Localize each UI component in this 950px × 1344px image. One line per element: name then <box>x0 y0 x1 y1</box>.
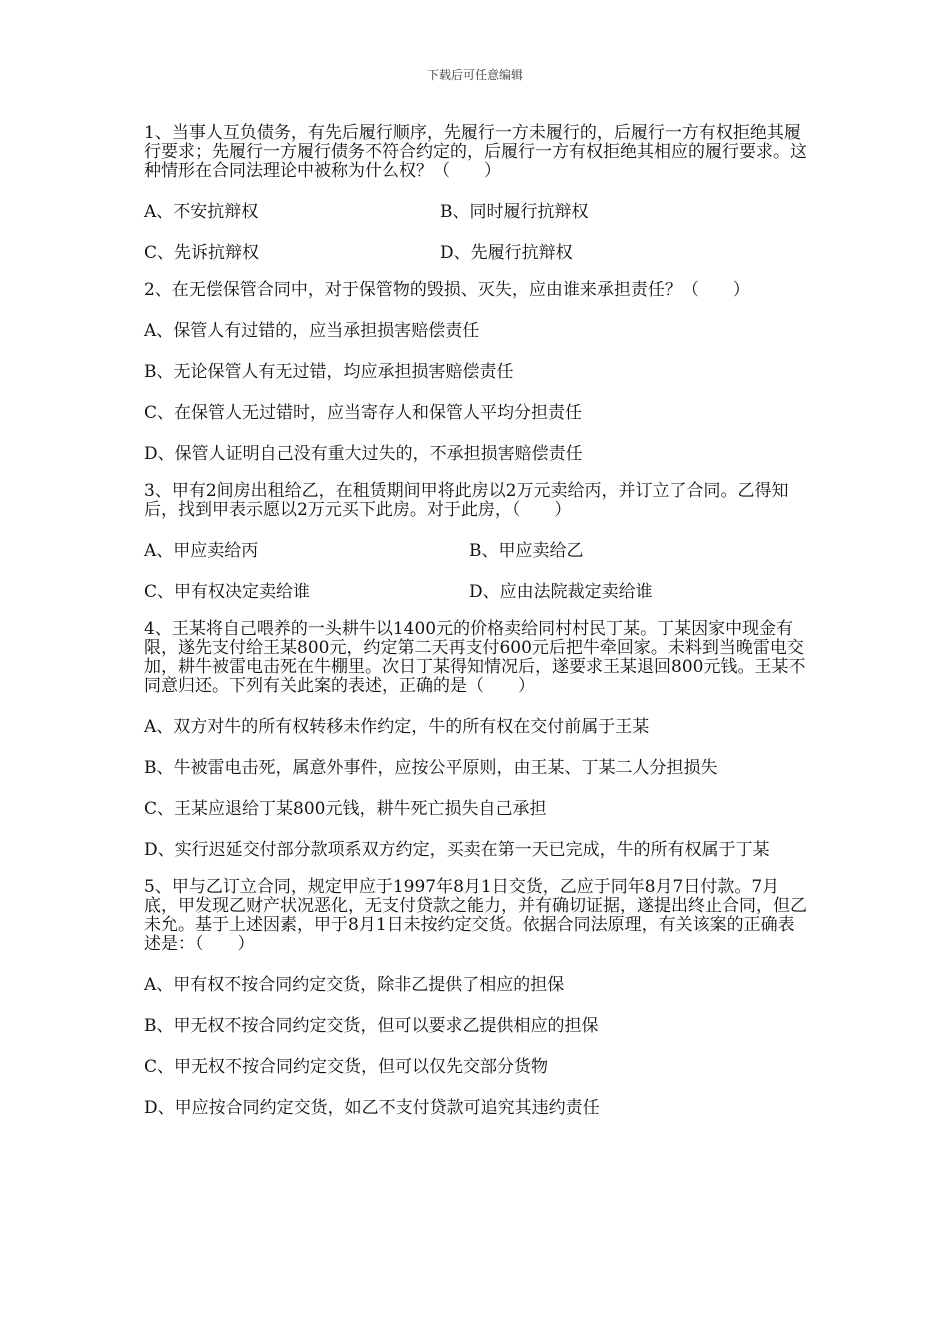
question-4-option-c[interactable]: C、王某应退给丁某800元钱，耕牛死亡损失自己承担 <box>144 799 547 819</box>
question-5-option-d[interactable]: D、甲应按合同约定交货，如乙不支付贷款可追究其违约责任 <box>144 1098 600 1118</box>
question-3-option-d[interactable]: D、应由法院裁定卖给谁 <box>469 582 653 602</box>
question-3-stem: 3、甲有2间房出租给乙，在租赁期间甲将此房以2万元卖给丙，并订立了合同。乙得知后，找到甲表示愿以2万元买下此房。对于此房，（ ） <box>144 481 789 520</box>
question-2-option-d[interactable]: D、保管人证明自己没有重大过失的，不承担损害赔偿责任 <box>144 444 583 464</box>
question-1-option-a[interactable]: A、不安抗辩权 <box>144 202 259 222</box>
question-4-stem: 4、王某将自己喂养的一头耕牛以1400元的价格卖给同村村民丁某。丁某因家中现金有限，遂先支付给王某800元，约定第二天再支付600元后把牛牵回家。未料到当晚雷电交加，耕牛被雷电击死在牛棚里。次日丁某得知情况后，遂要求王某退回800元钱。王某不同意归还。下列有关此案的表述，正确的是（ ） <box>144 619 806 696</box>
question-5-option-b[interactable]: B、甲无权不按合同约定交货，但可以要求乙提供相应的担保 <box>144 1016 599 1036</box>
question-1-stem: 1、当事人互负债务，有先后履行顺序，先履行一方未履行的，后履行一方有权拒绝其履行要求；先履行一方履行债务不符合约定的，后履行一方有权拒绝其相应的履行要求。这种情形在合同法理论中被称为什么权？（ ） <box>144 123 807 181</box>
question-3-option-a[interactable]: A、甲应卖给丙 <box>144 541 259 561</box>
question-5 <box>144 878 810 1118</box>
question-2-option-b[interactable]: B、无论保管人有无过错，均应承担损害赔偿责任 <box>144 362 514 382</box>
question-4 <box>144 620 810 860</box>
question-1 <box>144 124 810 263</box>
question-1-option-d[interactable]: D、先履行抗辩权 <box>440 243 573 263</box>
question-5-option-c[interactable]: C、甲无权不按合同约定交货，但可以仅先交部分货物 <box>144 1057 549 1077</box>
question-2-option-c[interactable]: C、在保管人无过错时，应当寄存人和保管人平均分担责任 <box>144 403 583 423</box>
question-1-options-row-2 <box>144 244 810 263</box>
question-5-option-a[interactable]: A、甲有权不按合同约定交货，除非乙提供了相应的担保 <box>144 975 565 995</box>
question-4-option-d[interactable]: D、实行迟延交付部分款项系双方约定，买卖在第一天已完成，牛的所有权属于丁某 <box>144 840 770 860</box>
question-4-option-b[interactable]: B、牛被雷电击死，属意外事件，应按公平原则，由王某、丁某二人分担损失 <box>144 758 718 778</box>
question-1-option-c[interactable]: C、先诉抗辩权 <box>144 243 260 263</box>
question-2 <box>144 281 810 464</box>
question-5-stem: 5、甲与乙订立合同，规定甲应于1997年8月1日交货，乙应于同年8月7日付款。7月底，甲发现乙财产状况恶化，无支付贷款之能力，并有确切证据，遂提出终止合同，但乙未允。基于上述因素，甲于8月1日未按约定交货。依据合同法原理，有关该案的正确表述是：（ ） <box>144 877 807 954</box>
question-3-option-c[interactable]: C、甲有权决定卖给谁 <box>144 582 311 602</box>
question-4-option-a[interactable]: A、双方对牛的所有权转移未作约定，牛的所有权在交付前属于王某 <box>144 717 650 737</box>
page-header: 下载后可任意编辑 <box>426 68 523 82</box>
question-3 <box>144 482 810 602</box>
question-list <box>144 124 810 1118</box>
question-2-stem: 2、在无偿保管合同中，对于保管物的毁损、灭失，应由谁来承担责任？（ ） <box>144 280 750 300</box>
question-1-option-b[interactable]: B、同时履行抗辩权 <box>440 202 589 222</box>
question-1-options-row-1 <box>144 203 810 222</box>
question-3-option-b[interactable]: B、甲应卖给乙 <box>469 541 584 561</box>
question-3-options-row-2 <box>144 583 810 602</box>
question-2-option-a[interactable]: A、保管人有过错的，应当承担损害赔偿责任 <box>144 321 480 341</box>
question-3-options-row-1 <box>144 542 810 561</box>
